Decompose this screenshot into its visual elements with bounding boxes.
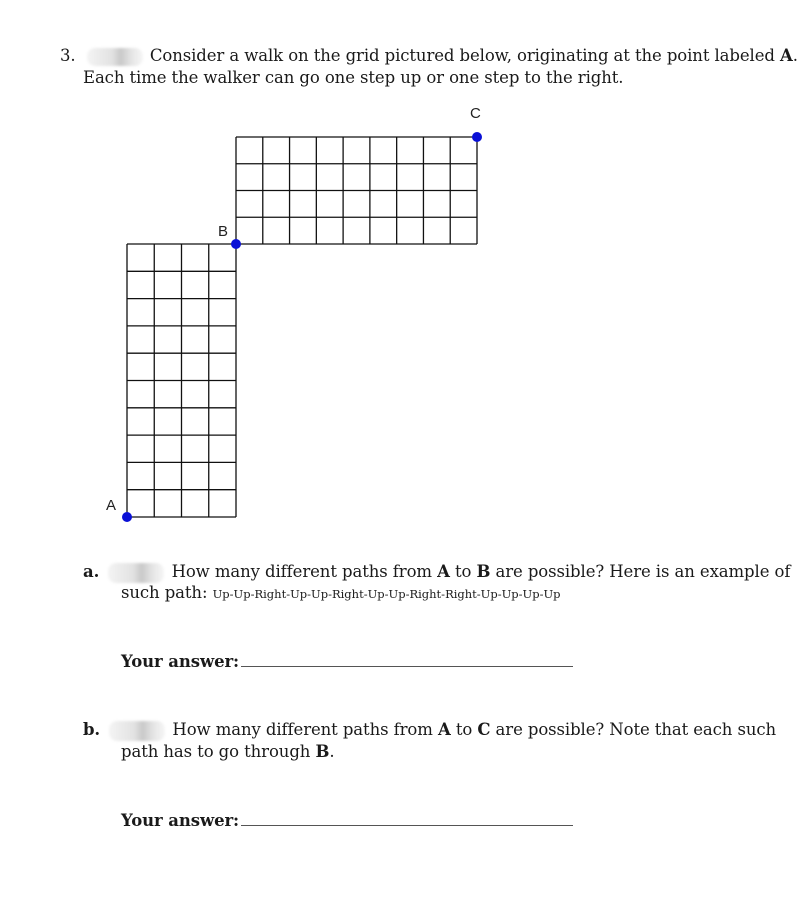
redacted-points-blur: [109, 721, 165, 741]
part-b-label: b.: [83, 720, 101, 739]
part-a-example-path: Up-Up-Right-Up-Up-Right-Up-Up-Right-Right-Up-Up-Up-Up: [212, 587, 561, 601]
part-b-text: How many different paths from: [172, 720, 433, 739]
label-c: C: [470, 105, 481, 122]
part-a-answer: [121, 652, 573, 672]
question-number: 3.: [60, 46, 76, 65]
part-b-answer: [121, 811, 573, 831]
part-b-answer-line[interactable]: [241, 811, 573, 826]
redacted-points-blur: [108, 563, 164, 583]
label-a: A: [106, 497, 117, 514]
part-a-line2: [121, 583, 561, 604]
question-line1-period: .: [792, 46, 798, 65]
part-a-answer-label: Your answer:: [121, 652, 240, 671]
part-b-answer-label: Your answer:: [121, 811, 240, 830]
part-a-point-a: A: [437, 562, 450, 581]
question-point-a: A: [780, 46, 793, 65]
part-b-text2: are possible? Note that each such: [495, 720, 777, 739]
part-b-period: .: [329, 742, 335, 761]
grid-lines: [127, 137, 477, 517]
part-b-point-a: A: [437, 720, 451, 739]
part-b-to: to: [455, 720, 473, 739]
part-b-point-c: C: [477, 720, 491, 739]
question-text-line1: Consider a walk on the grid pictured below, originating at the point labeled: [149, 46, 775, 65]
point-c: [472, 132, 482, 142]
part-a-text: How many different paths from: [171, 562, 432, 581]
question-text-line2: Each time the walker can go one step up or one step to the right.: [83, 68, 624, 87]
part-a-such-path: such path:: [121, 583, 208, 602]
part-a-point-b: B: [476, 562, 491, 581]
part-a-label: a.: [83, 562, 100, 581]
part-a-to: to: [454, 562, 472, 581]
part-a-answer-line[interactable]: [241, 652, 573, 667]
part-b-line2: [121, 742, 335, 762]
part-b-point-b: B: [315, 742, 330, 761]
part-a-line1: [83, 562, 790, 583]
part-b-line1: [83, 720, 776, 741]
part-a-text2: are possible? Here is an example of: [495, 562, 791, 581]
part-b-through: path has to go through: [121, 742, 311, 761]
label-b: B: [218, 223, 229, 240]
point-b: [231, 239, 241, 249]
point-a: [122, 512, 132, 522]
